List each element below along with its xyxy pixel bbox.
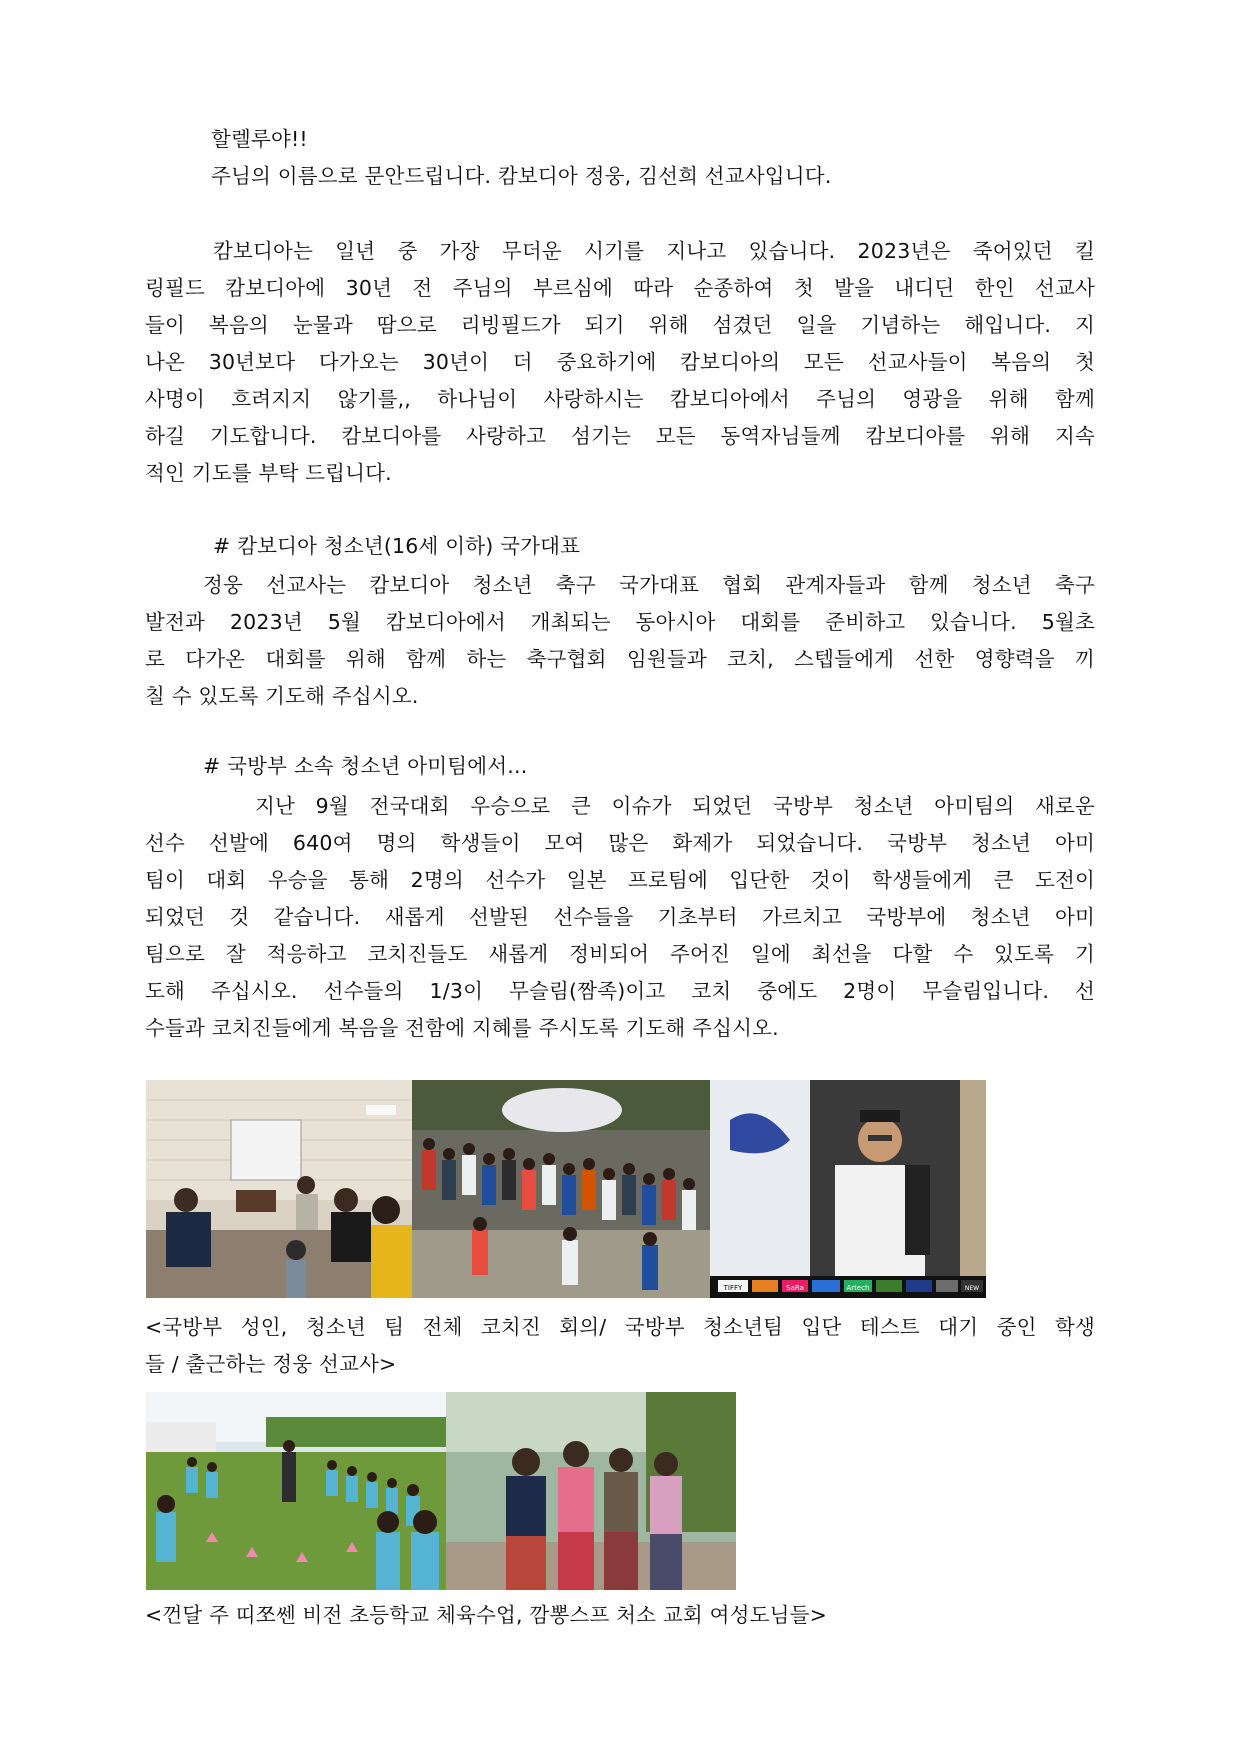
section1-line-3: 로 다가온 대회를 위해 함께 하는 축구협회 임원들과 코치, 스텝들에게 선한 영향력을 끼 (145, 647, 1095, 671)
caption1-line-1: <국방부 성인, 청소년 팀 전체 코치진 회의/ 국방부 청소년팀 입단 테스트 대기 중인 학생 (145, 1315, 1095, 1339)
photo-coaches-meeting (146, 1080, 412, 1298)
section2-line-5: 팀으로 잘 적응하고 코치진들도 새롭게 정비되어 주어진 일에 최선을 다할 수 있도록 기 (145, 942, 1095, 966)
section2-line-3: 팀이 대회 우승을 통해 2명의 선수가 일본 프로팀에 입단한 것이 학생들에게 큰 도전이 (145, 868, 1095, 892)
sponsor-logo-sara: SaRa (786, 1284, 804, 1292)
caption2: <껀달 주 띠쪼쎈 비전 초등학교 체육수업, 깜뽕스프 처소 교회 여성도님들> (145, 1603, 828, 1627)
greeting-line-2: 주님의 이름으로 문안드립니다. 캄보디아 정웅, 김선희 선교사입니다. (211, 164, 832, 188)
sponsor-logo-new: NEW (964, 1285, 980, 1292)
intro-line-5: 사명이 흐려지지 않기를,, 하나님이 사랑하시는 캄보디아에서 주님의 영광을 위해 함께 (145, 387, 1095, 411)
intro-line-4: 나온 30년보다 다가오는 30년이 더 중요하기에 캄보디아의 모든 선교사들이 복음의 첫 (145, 350, 1095, 374)
section1-line-4: 칠 수 있도록 기도해 주십시오. (145, 684, 419, 708)
intro-line-1: 캄보디아는 일년 중 가장 무더운 시기를 지나고 있습니다. 2023년은 죽어있던 킬 (213, 239, 1095, 263)
section1-line-1: 정웅 선교사는 캄보디아 청소년 축구 국가대표 협회 관계자들과 함께 청소년 축구 (203, 573, 1095, 597)
photo-pe-class (146, 1392, 446, 1590)
sponsor-logo-artech: Artech (846, 1284, 870, 1292)
section2-line-6: 도해 주십시오. 선수들의 1/3이 무슬림(짬족)이고 코치 중에도 2명이 무슬림입니다. 선 (145, 979, 1095, 1003)
section2-line-2: 선수 선발에 640여 명의 학생들이 모여 많은 화제가 되었습니다. 국방부 청소년 아미 (145, 831, 1095, 855)
section2-line-7: 수들과 코치진들에게 복음을 전함에 지혜를 주시도록 기도해 주십시오. (145, 1016, 779, 1040)
section2-heading: # 국방부 소속 청소년 아미팀에서... (203, 754, 528, 778)
section2-line-4: 되었던 것 같습니다. 새롭게 선발된 선수들을 기초부터 가르치고 국방부에 청소년 아미 (145, 905, 1095, 929)
caption1-line-2: 들 / 출근하는 정웅 선교사> (145, 1352, 397, 1376)
sponsor-logo-tiffy: TIFFY (723, 1284, 743, 1292)
intro-line-6: 하길 기도합니다. 캄보디아를 사랑하고 섬기는 모든 동역자님들께 캄보디아를 위해 지속 (145, 424, 1095, 448)
intro-line-7: 적인 기도를 부탁 드립니다. (145, 461, 392, 485)
photo-church-women (446, 1392, 736, 1590)
greeting-line-1: 할렐루야!! (211, 127, 308, 151)
photo-missionary-commuting (710, 1080, 986, 1298)
intro-line-2: 링필드 캄보디아에 30년 전 주님의 부르심에 따라 순종하여 첫 발을 내디딘 한인 선교사 (145, 276, 1095, 300)
photo-students-waiting (412, 1080, 710, 1298)
section2-line-1: 지난 9월 전국대회 우승으로 큰 이슈가 되었던 국방부 청소년 아미팀의 새로운 (255, 794, 1095, 818)
section1-heading: # 캄보디아 청소년(16세 이하) 국가대표 (213, 534, 581, 558)
section1-line-2: 발전과 2023년 5월 캄보디아에서 개최되는 동아시아 대회를 준비하고 있습니다. 5월초 (145, 610, 1095, 634)
intro-line-3: 들이 복음의 눈물과 땀으로 리빙필드가 되기 위해 섬겼던 일을 기념하는 해입니다. 지 (145, 313, 1095, 337)
